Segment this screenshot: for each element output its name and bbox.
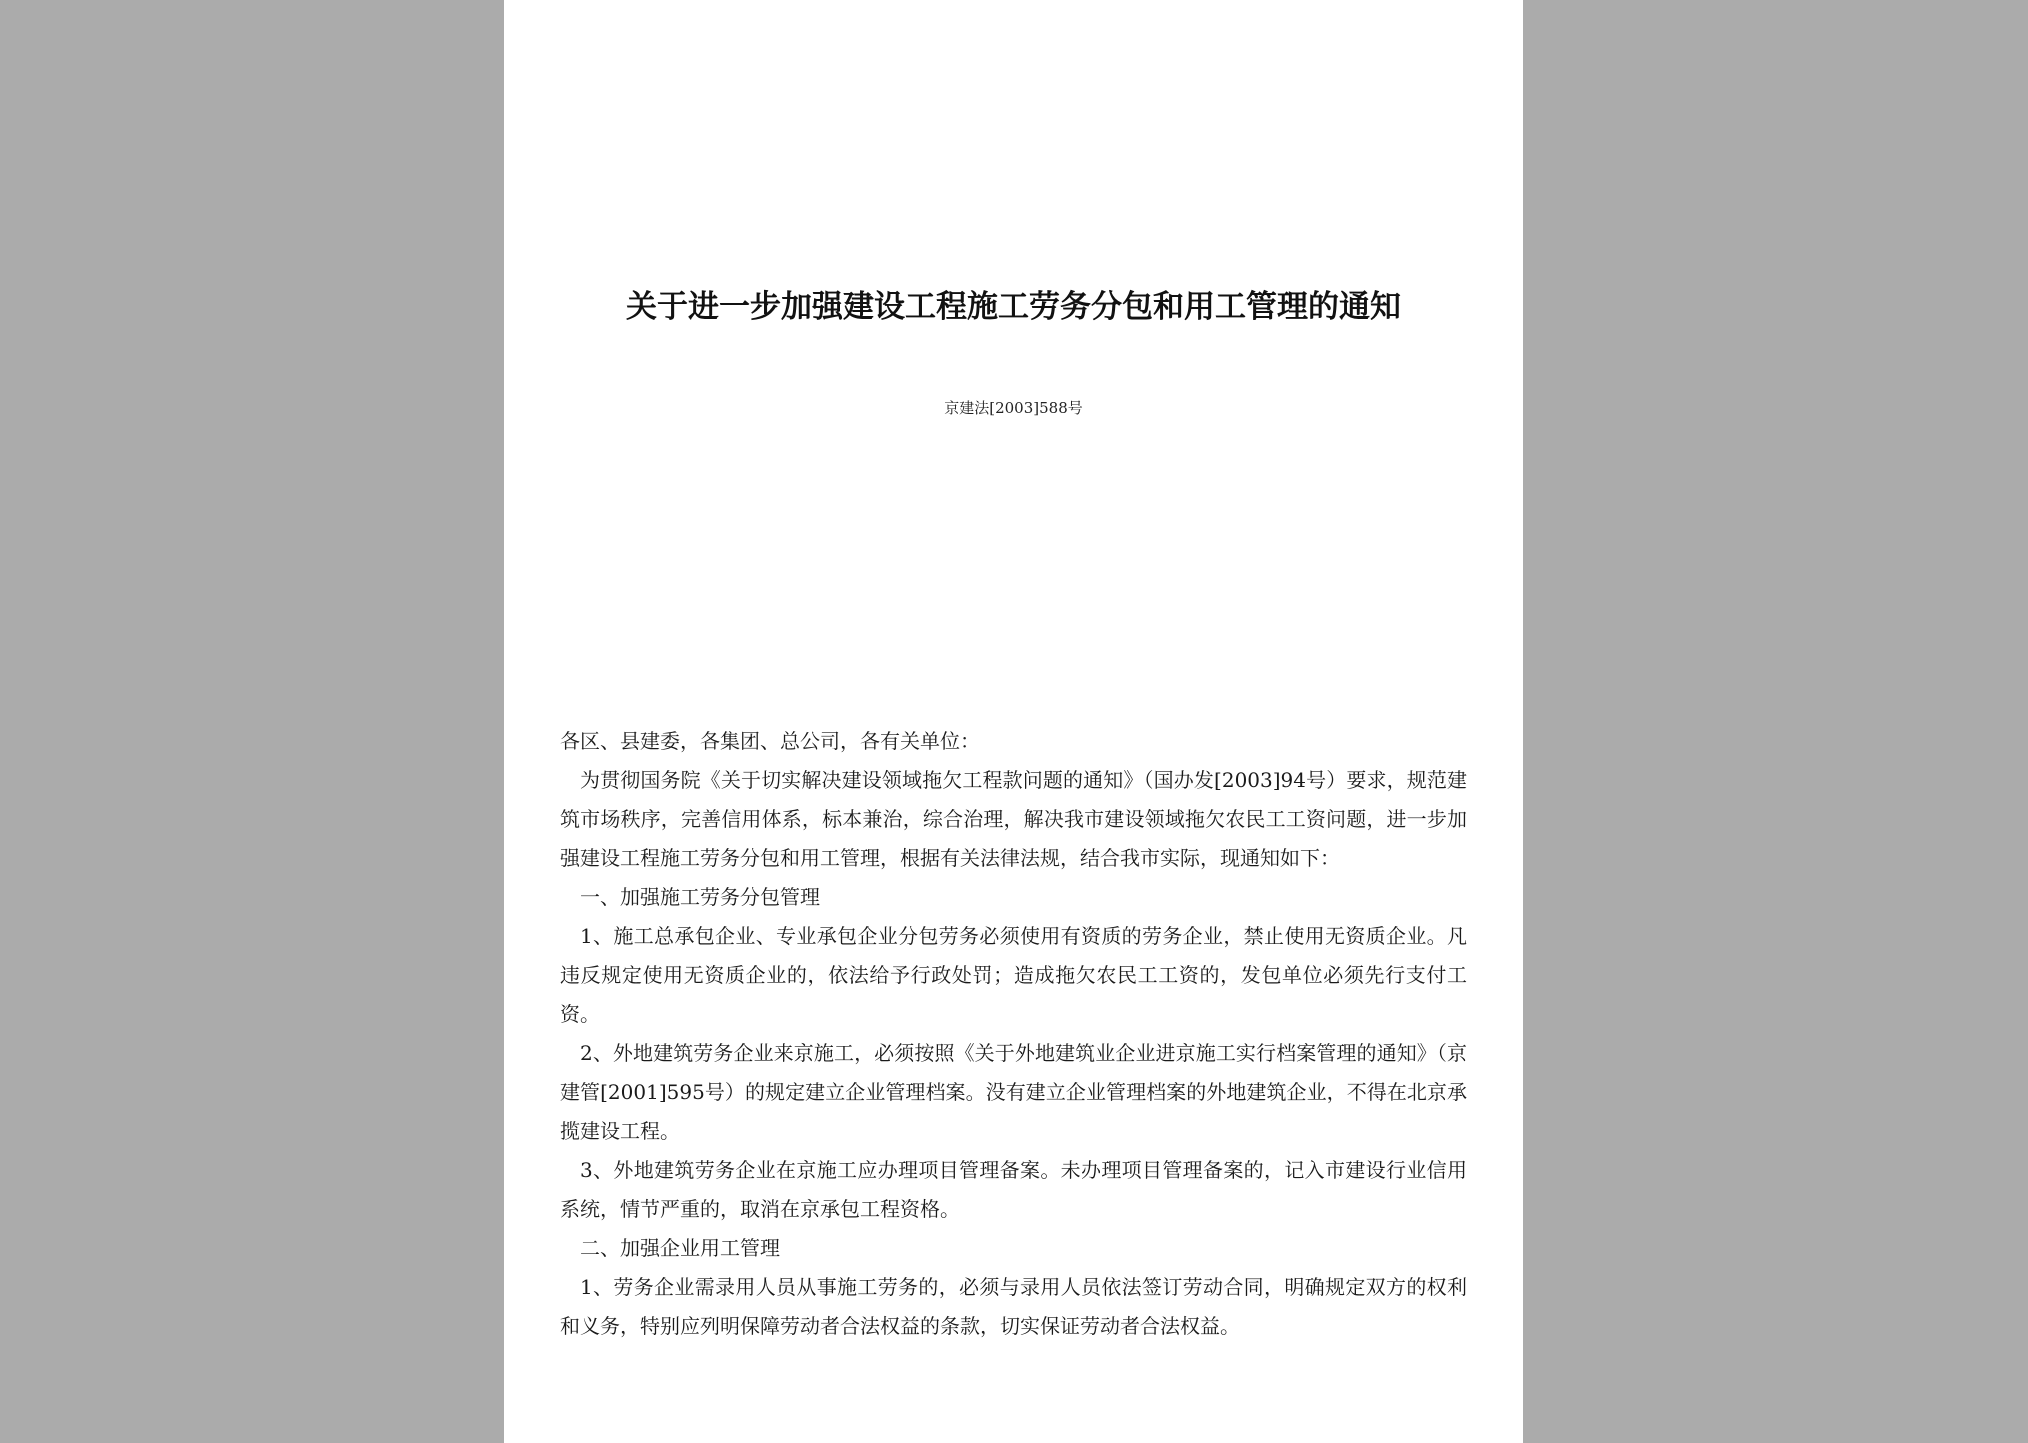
section-heading-2: 二、加强企业用工管理 bbox=[580, 1236, 780, 1260]
document-title: 关于进一步加强建设工程施工劳务分包和用工管理的通知 bbox=[626, 289, 1401, 325]
clause-1-1: 1、施工总承包企业、专业承包企业分包劳务必须使用有资质的劳务企业，禁止使用无资质企业。凡违反规定使用无资质企业的，依法给予行政处罚；造成拖欠农民工工资的，发包单位必须先行支付工资。 bbox=[560, 924, 1467, 1026]
intro-paragraph: 为贯彻国务院《关于切实解决建设领域拖欠工程款问题的通知》（国办发[2003]94号）要求，规范建筑市场秩序，完善信用体系，标本兼治，综合治理，解决我市建设领域拖欠农民工工资问题，进一步加强建设工程施工劳务分包和用工管理，根据有关法律法规，结合我市实际，现通知如下： bbox=[560, 768, 1467, 870]
document-page bbox=[504, 0, 1523, 1443]
clause-1-2: 2、外地建筑劳务企业来京施工，必须按照《关于外地建筑业企业进京施工实行档案管理的通知》（京建管[2001]595号）的规定建立企业管理档案。没有建立企业管理档案的外地建筑企业，不得在北京承揽建设工程。 bbox=[560, 1041, 1467, 1143]
section-heading-1: 一、加强施工劳务分包管理 bbox=[580, 885, 820, 909]
document-body bbox=[560, 722, 1467, 1346]
addressee-line: 各区、县建委，各集团、总公司，各有关单位： bbox=[560, 729, 980, 753]
clause-1-3: 3、外地建筑劳务企业在京施工应办理项目管理备案。未办理项目管理备案的，记入市建设行业信用系统，情节严重的，取消在京承包工程资格。 bbox=[560, 1158, 1467, 1221]
clause-2-1: 1、劳务企业需录用人员从事施工劳务的，必须与录用人员依法签订劳动合同，明确规定双方的权利和义务，特别应列明保障劳动者合法权益的条款，切实保证劳动者合法权益。 bbox=[560, 1275, 1467, 1338]
document-number: 京建法[2003]588号 bbox=[944, 399, 1083, 417]
